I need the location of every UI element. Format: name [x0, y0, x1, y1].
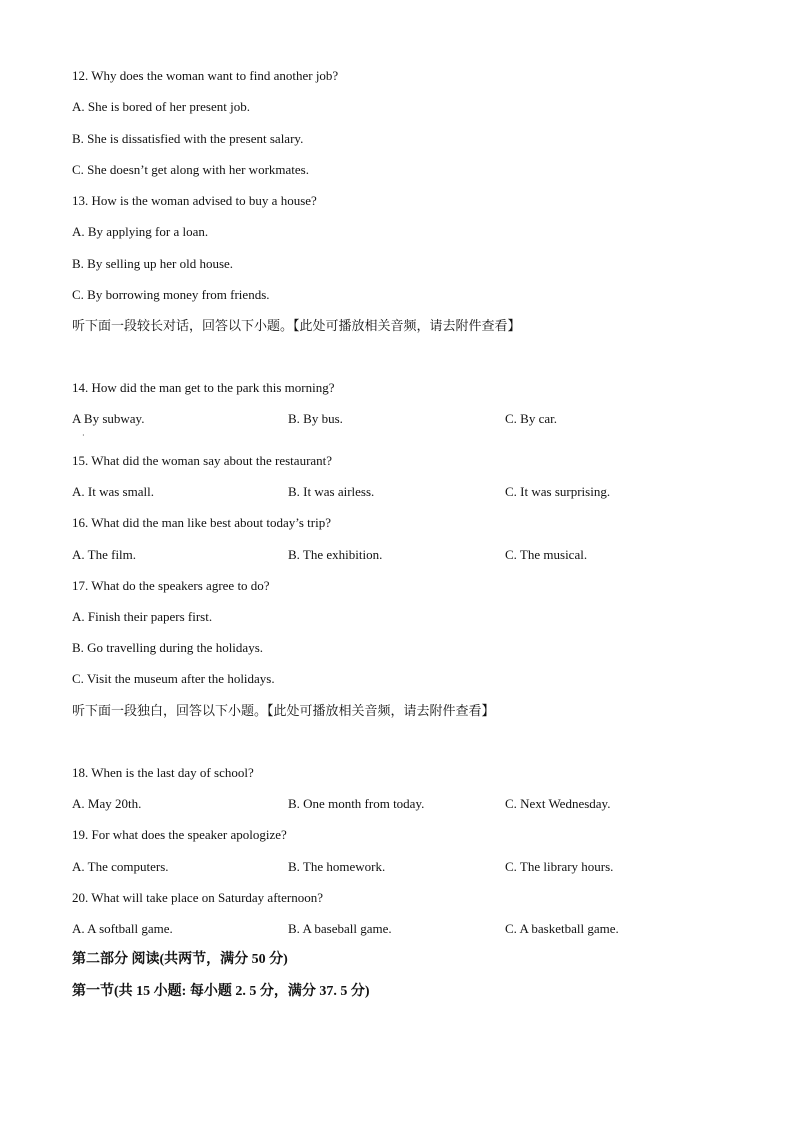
- question-18-option-c[interactable]: C. Next Wednesday.: [505, 796, 611, 811]
- question-15-stem: 15. What did the woman say about the restaurant?: [72, 453, 333, 468]
- question-14-option-a[interactable]: A By subway.: [72, 411, 145, 426]
- question-19-stem: 19. For what does the speaker apologize?: [72, 827, 287, 842]
- question-13-stem: 13. How is the woman advised to buy a house?: [72, 193, 317, 208]
- question-12-option-c[interactable]: C. She doesn’t get along with her workmates.: [72, 162, 309, 177]
- question-18-option-b[interactable]: B. One month from today.: [288, 796, 425, 811]
- question-13-option-c[interactable]: C. By borrowing money from friends.: [72, 287, 270, 302]
- question-14-stem: 14. How did the man get to the park this morning?: [72, 380, 335, 395]
- question-12-option-a[interactable]: A. She is bored of her present job.: [72, 99, 250, 114]
- question-15-option-b[interactable]: B. It was airless.: [288, 484, 375, 499]
- section-heading-subsection1: 第一节(共 15 小题: 每小题 2. 5 分，满分 37. 5 分): [72, 984, 370, 999]
- question-16-option-c[interactable]: C. The musical.: [505, 547, 588, 562]
- question-12-option-b[interactable]: B. She is dissatisfied with the present salary.: [72, 131, 304, 146]
- question-12-stem: 12. Why does the woman want to find another job?: [72, 68, 339, 83]
- question-19-option-a[interactable]: A. The computers.: [72, 859, 169, 874]
- question-15-option-a[interactable]: A. It was small.: [72, 484, 154, 499]
- question-15-option-c[interactable]: C. It was surprising.: [505, 484, 611, 499]
- question-13-option-b[interactable]: B. By selling up her old house.: [72, 256, 234, 271]
- question-18-option-a[interactable]: A. May 20th.: [72, 796, 142, 811]
- question-13-option-a[interactable]: A. By applying for a loan.: [72, 224, 209, 239]
- question-19-option-c[interactable]: C. The library hours.: [505, 859, 614, 874]
- question-16-option-b[interactable]: B. The exhibition.: [288, 547, 383, 562]
- question-16-option-a[interactable]: A. The film.: [72, 547, 137, 562]
- question-20-stem: 20. What will take place on Saturday afternoon?: [72, 890, 324, 905]
- question-20-option-b[interactable]: B. A baseball game.: [288, 921, 392, 936]
- question-17-option-b[interactable]: B. Go travelling during the holidays.: [72, 640, 264, 655]
- stray-dot-mark: ·: [82, 431, 85, 440]
- question-17-stem: 17. What do the speakers agree to do?: [72, 578, 270, 593]
- question-16-stem: 16. What did the man like best about today’s trip?: [72, 515, 331, 530]
- question-14-option-b[interactable]: B. By bus.: [288, 411, 343, 426]
- question-17-option-a[interactable]: A. Finish their papers first.: [72, 609, 213, 624]
- listening-instruction-dialogue: 听下面一段较长对话，回答以下小题。【此处可播放相关音频，请去附件查看】: [72, 318, 521, 333]
- question-18-stem: 18. When is the last day of school?: [72, 765, 254, 780]
- section-heading-part2: 第二部分 阅读(共两节，满分 50 分): [72, 952, 288, 967]
- question-14-option-c[interactable]: C. By car.: [505, 411, 557, 426]
- question-20-option-c[interactable]: C. A basketball game.: [505, 921, 619, 936]
- listening-instruction-monologue: 听下面一段独白，回答以下小题。【此处可播放相关音频，请去附件查看】: [72, 703, 495, 718]
- question-19-option-b[interactable]: B. The homework.: [288, 859, 386, 874]
- question-20-option-a[interactable]: A. A softball game.: [72, 921, 173, 936]
- question-17-option-c[interactable]: C. Visit the museum after the holidays.: [72, 671, 275, 686]
